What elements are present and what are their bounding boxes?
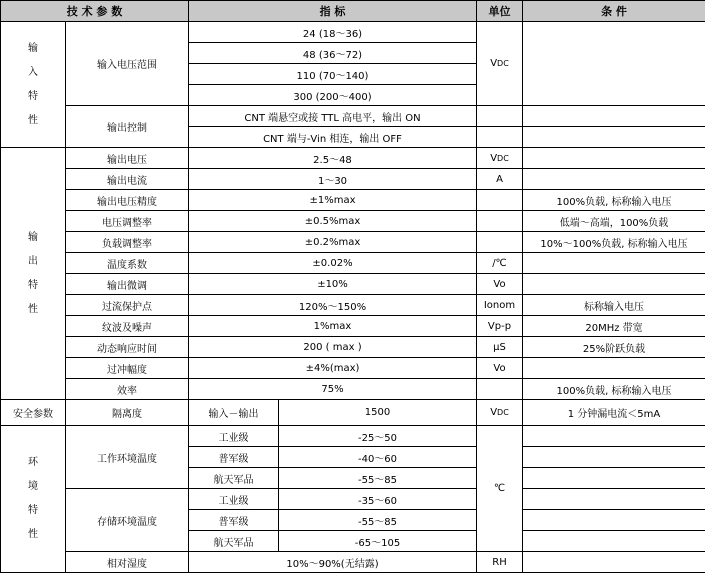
header-spec: 指 标 (189, 1, 477, 22)
table-row (1, 274, 705, 295)
param-value: ±1%max (189, 190, 477, 211)
table-row (1, 22, 705, 43)
table-row (1, 489, 705, 510)
grade-label: 普军级 (189, 447, 279, 468)
param-label: 输出电压 (66, 148, 189, 169)
param-value: 200 ( max ) (189, 337, 477, 358)
param-label: 输出电压精度 (66, 190, 189, 211)
param-unit (477, 232, 523, 253)
input-voltage-cond (523, 22, 705, 106)
table-row (1, 190, 705, 211)
param-condition (523, 510, 705, 531)
param-label: 电压调整率 (66, 211, 189, 232)
param-condition (523, 169, 705, 190)
param-value: ±4%(max) (189, 358, 477, 379)
param-value: 75% (189, 379, 477, 400)
param-unit: Vo (477, 358, 523, 379)
param-unit: VDC (477, 148, 523, 169)
grade-label: 航天军品 (189, 531, 279, 552)
output-control-line: CNT 端悬空或接 TTL 高电平，输出 ON (189, 106, 477, 127)
table-row (1, 400, 705, 426)
storage-temp-label: 存储环境温度 (66, 489, 189, 552)
param-unit: /℃ (477, 253, 523, 274)
param-value: 120%～150% (189, 295, 477, 316)
param-unit (477, 211, 523, 232)
group-output-label: 输 出 特 性 (1, 148, 66, 400)
param-condition (523, 552, 705, 573)
param-unit: VDC (477, 400, 523, 426)
param-value: ±0.02% (189, 253, 477, 274)
header-condition: 条 件 (523, 1, 705, 22)
param-condition (523, 148, 705, 169)
table-row (1, 232, 705, 253)
param-condition (523, 426, 705, 447)
input-voltage-value: 48 (36～72) (189, 43, 477, 64)
output-control-label: 输出控制 (66, 106, 189, 148)
param-sublabel: 输入－输出 (189, 400, 279, 426)
param-condition: 低端～高端，100%负载 (523, 211, 705, 232)
table-row (1, 295, 705, 316)
param-unit: A (477, 169, 523, 190)
param-condition: 100%负载, 标称输入电压 (523, 379, 705, 400)
input-voltage-value: 110 (70～140) (189, 64, 477, 85)
param-label: 负载调整率 (66, 232, 189, 253)
param-label: 温度系数 (66, 253, 189, 274)
param-label: 纹波及噪声 (66, 316, 189, 337)
output-control-unit (477, 127, 523, 148)
group-safety-label: 安全参数 (1, 400, 66, 426)
param-condition: 25%阶跃负载 (523, 337, 705, 358)
param-condition: 20MHz 带宽 (523, 316, 705, 337)
output-control-cond (523, 106, 705, 127)
table-row (1, 426, 705, 447)
input-voltage-range-label: 输入电压范围 (66, 22, 189, 106)
param-condition (523, 274, 705, 295)
param-value: -35～60 (279, 489, 477, 510)
table-row (1, 316, 705, 337)
param-label: 过冲幅度 (66, 358, 189, 379)
input-voltage-unit: VDC (477, 22, 523, 106)
table-row (1, 552, 705, 573)
param-value: 10%～90%(无结露) (189, 552, 477, 573)
param-value: 1500 (279, 400, 477, 426)
param-value: -25～50 (279, 426, 477, 447)
param-unit: μS (477, 337, 523, 358)
temp-unit: ℃ (477, 426, 523, 552)
param-unit: Vp-p (477, 316, 523, 337)
param-condition (523, 447, 705, 468)
param-unit: Ionom (477, 295, 523, 316)
param-value: ±0.5%max (189, 211, 477, 232)
param-unit (477, 379, 523, 400)
param-condition (523, 531, 705, 552)
param-label: 隔离度 (66, 400, 189, 426)
table-row (1, 148, 705, 169)
param-value: 1%max (189, 316, 477, 337)
input-voltage-value: 300 (200～400) (189, 85, 477, 106)
table-row (1, 379, 705, 400)
param-condition (523, 358, 705, 379)
work-temp-label: 工作环境温度 (66, 426, 189, 489)
param-condition: 10%～100%负载, 标称输入电压 (523, 232, 705, 253)
param-value: -40～60 (279, 447, 477, 468)
table-row (1, 169, 705, 190)
param-unit (477, 190, 523, 211)
param-condition: 100%负载, 标称输入电压 (523, 190, 705, 211)
param-value: -65～105 (279, 531, 477, 552)
header-unit: 单位 (477, 1, 523, 22)
table-row (1, 337, 705, 358)
output-control-cond (523, 127, 705, 148)
param-condition: 1 分钟漏电流＜5mA (523, 400, 705, 426)
param-label: 效率 (66, 379, 189, 400)
param-label: 动态响应时间 (66, 337, 189, 358)
param-value: 1～30 (189, 169, 477, 190)
grade-label: 航天军品 (189, 468, 279, 489)
grade-label: 工业级 (189, 426, 279, 447)
output-control-unit (477, 106, 523, 127)
param-condition (523, 468, 705, 489)
param-unit: RH (477, 552, 523, 573)
grade-label: 工业级 (189, 489, 279, 510)
param-value: ±10% (189, 274, 477, 295)
table-row (1, 358, 705, 379)
table-row (1, 106, 705, 127)
table-row (1, 211, 705, 232)
param-condition (523, 489, 705, 510)
param-condition: 标称输入电压 (523, 295, 705, 316)
output-control-line: CNT 端与-Vin 相连，输出 OFF (189, 127, 477, 148)
param-value: -55～85 (279, 510, 477, 531)
param-label: 过流保护点 (66, 295, 189, 316)
param-label: 输出电流 (66, 169, 189, 190)
input-voltage-value: 24 (18～36) (189, 22, 477, 43)
header-param: 技 术 参 数 (1, 1, 189, 22)
param-condition (523, 253, 705, 274)
group-env-label: 环 境 特 性 (1, 426, 66, 573)
param-value: 2.5～48 (189, 148, 477, 169)
header-row (1, 1, 705, 22)
param-value: -55～85 (279, 468, 477, 489)
table-row (1, 253, 705, 274)
param-value: ±0.2%max (189, 232, 477, 253)
param-label: 输出微调 (66, 274, 189, 295)
humidity-label: 相对湿度 (66, 552, 189, 573)
group-input-label: 输 入 特 性 (1, 22, 66, 148)
param-unit: Vo (477, 274, 523, 295)
grade-label: 普军级 (189, 510, 279, 531)
